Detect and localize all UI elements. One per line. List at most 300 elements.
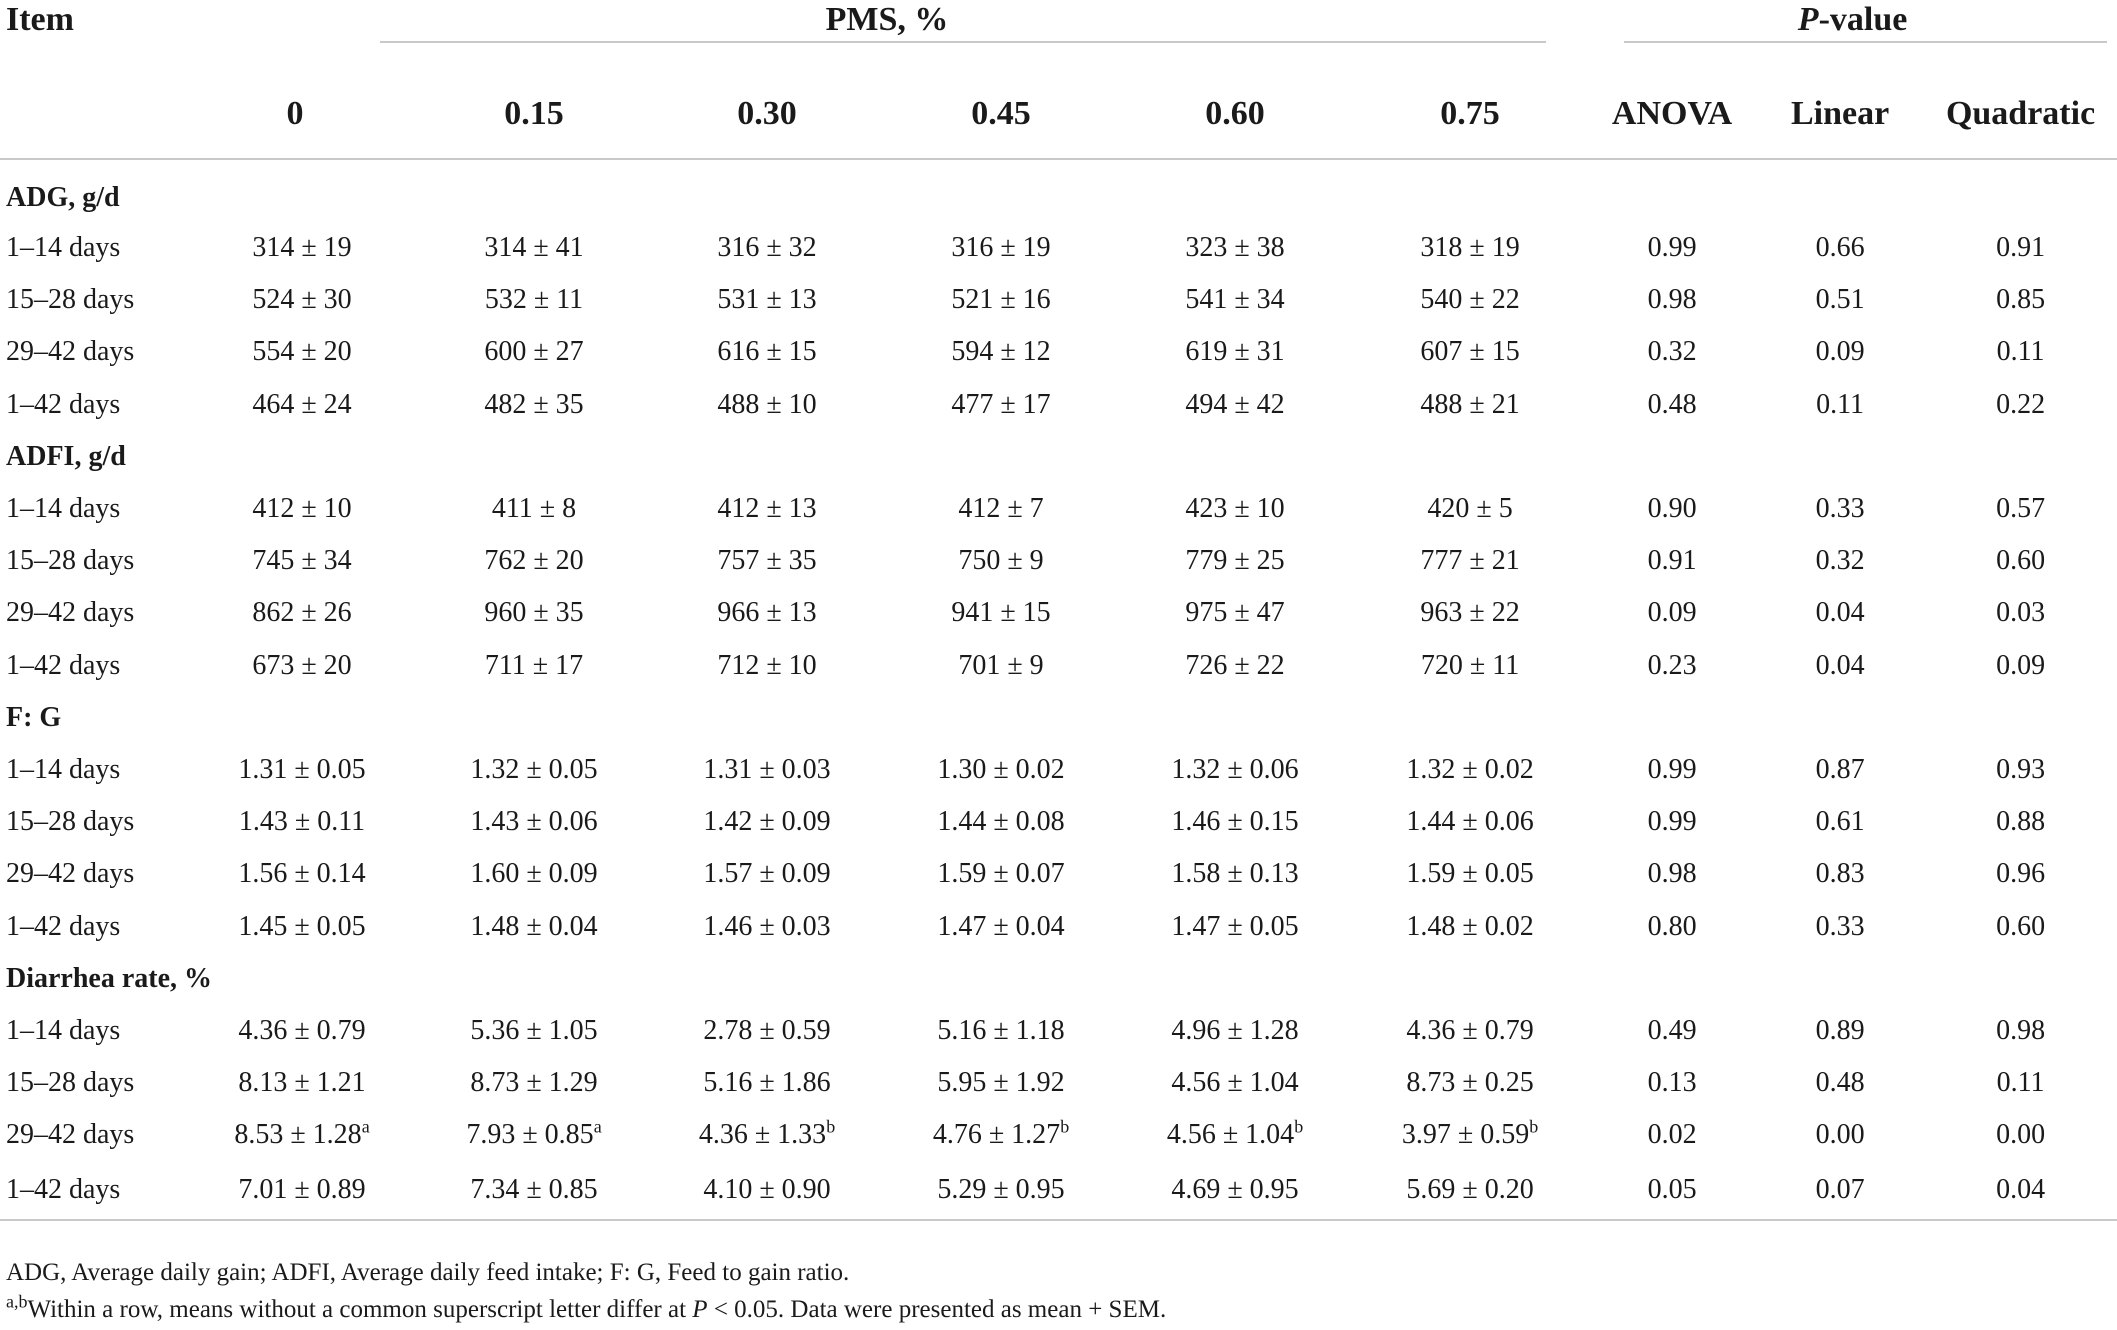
mean-sem-value: 3.97 ± 0.59 bbox=[1401, 1119, 1530, 1151]
mean-sem-value: 1.59 ± 0.05 bbox=[1406, 858, 1534, 890]
col-header-level-3: 0.45 bbox=[884, 70, 1118, 159]
mean-sem-value: 540 ± 22 bbox=[1420, 284, 1520, 316]
mean-sem-value: 1.32 ± 0.05 bbox=[470, 753, 598, 785]
table-row bbox=[0, 222, 2117, 274]
value-cell bbox=[1352, 326, 1588, 378]
mean-sem-value: 420 ± 5 bbox=[1427, 493, 1513, 525]
quadratic-p-value: 0.09 bbox=[1996, 649, 2046, 681]
table-footnotes bbox=[6, 1254, 1166, 1328]
quadratic-p-value: 0.93 bbox=[1996, 753, 2046, 785]
mean-sem-value: 7.34 ± 0.85 bbox=[470, 1174, 598, 1206]
footnote-significance bbox=[6, 1291, 1166, 1328]
value-cell bbox=[186, 1057, 418, 1109]
table-row bbox=[0, 900, 2117, 952]
linear-p-value: 0.11 bbox=[1816, 388, 1865, 420]
row-label: 1–14 days bbox=[6, 493, 121, 525]
value-cell bbox=[884, 1005, 1118, 1057]
linear-p-value: 0.48 bbox=[1815, 1067, 1865, 1099]
value-cell bbox=[1352, 640, 1588, 692]
value-cell bbox=[418, 796, 650, 848]
col-header-level-0: 0 bbox=[186, 70, 418, 159]
mean-sem-value: 7.93 ± 0.85 bbox=[466, 1119, 594, 1151]
value-cell bbox=[1118, 1057, 1352, 1109]
value-cell bbox=[418, 587, 650, 639]
value-cell bbox=[1352, 1161, 1588, 1220]
mean-sem-value: 779 ± 25 bbox=[1185, 545, 1285, 577]
value-cell bbox=[1352, 535, 1588, 587]
value-cell bbox=[418, 744, 650, 796]
anova-p-value: 0.32 bbox=[1647, 336, 1697, 368]
mean-sem-value: 712 ± 10 bbox=[717, 649, 817, 681]
anova-p-value: 0.48 bbox=[1647, 388, 1697, 420]
header-row-columns bbox=[0, 70, 2117, 159]
mean-sem-value: 1.30 ± 0.02 bbox=[937, 753, 1065, 785]
value-cell bbox=[418, 640, 650, 692]
footnote-sig-superscript: a,b bbox=[6, 1291, 28, 1312]
mean-sem-value: 412 ± 7 bbox=[958, 493, 1044, 525]
value-cell bbox=[186, 222, 418, 274]
mean-sem-value: 4.56 ± 1.04 bbox=[1166, 1119, 1295, 1151]
value-cell bbox=[418, 379, 650, 431]
value-cell bbox=[418, 848, 650, 900]
mean-sem-value: 4.76 ± 1.27 bbox=[932, 1119, 1061, 1151]
section-title: Diarrhea rate, % bbox=[6, 962, 213, 994]
section-row bbox=[0, 953, 2117, 1005]
mean-sem-value: 8.53 ± 1.28 bbox=[234, 1119, 362, 1151]
anova-p-value: 0.02 bbox=[1647, 1119, 1697, 1151]
pvalue-rest-label: -value bbox=[1818, 1, 1908, 38]
table-row bbox=[0, 326, 2117, 378]
mean-sem-value: 1.44 ± 0.08 bbox=[937, 806, 1065, 838]
anova-p-value: 0.99 bbox=[1647, 232, 1697, 264]
mean-sem-value: 1.42 ± 0.09 bbox=[703, 806, 831, 838]
table-row bbox=[0, 848, 2117, 900]
anova-p-value: 0.13 bbox=[1647, 1067, 1697, 1099]
value-cell bbox=[650, 1057, 884, 1109]
mean-sem-value: 464 ± 24 bbox=[252, 388, 352, 420]
col-header-linear: Linear bbox=[1756, 70, 1924, 159]
mean-sem-value: 2.78 ± 0.59 bbox=[703, 1014, 831, 1046]
mean-sem-value: 314 ± 41 bbox=[484, 232, 584, 264]
significance-letter: b bbox=[1529, 1116, 1539, 1137]
mean-sem-value: 7.01 ± 0.89 bbox=[238, 1174, 366, 1206]
mean-sem-value: 673 ± 20 bbox=[252, 649, 352, 681]
mean-sem-value: 1.60 ± 0.09 bbox=[470, 858, 598, 890]
value-cell bbox=[884, 848, 1118, 900]
value-cell bbox=[884, 587, 1118, 639]
value-cell bbox=[418, 1109, 650, 1161]
value-cell bbox=[186, 1161, 418, 1220]
mean-sem-value: 5.36 ± 1.05 bbox=[470, 1014, 598, 1046]
mean-sem-value: 1.31 ± 0.03 bbox=[703, 753, 831, 785]
table-row bbox=[0, 379, 2117, 431]
row-label: 29–42 days bbox=[6, 1119, 135, 1151]
quadratic-p-value: 0.03 bbox=[1996, 597, 2046, 629]
anova-p-value: 0.99 bbox=[1647, 753, 1697, 785]
value-cell bbox=[186, 900, 418, 952]
mean-sem-value: 1.43 ± 0.06 bbox=[470, 806, 598, 838]
value-cell bbox=[186, 744, 418, 796]
anova-p-value: 0.09 bbox=[1647, 597, 1697, 629]
mean-sem-value: 412 ± 10 bbox=[252, 493, 352, 525]
pms-group-header bbox=[186, 0, 1588, 40]
value-cell bbox=[1118, 483, 1352, 535]
row-label: 29–42 days bbox=[6, 858, 135, 890]
value-cell bbox=[418, 900, 650, 952]
item-column-header: Item bbox=[6, 1, 74, 38]
mean-sem-value: 607 ± 15 bbox=[1420, 336, 1520, 368]
significance-letter: b bbox=[1294, 1116, 1304, 1137]
mean-sem-value: 4.56 ± 1.04 bbox=[1171, 1067, 1299, 1099]
value-cell bbox=[884, 1057, 1118, 1109]
value-cell bbox=[650, 1005, 884, 1057]
footnote-abbreviations: ADG, Average daily gain; ADFI, Average daily feed intake; F: G, Feed to gain ratio. bbox=[6, 1259, 850, 1286]
value-cell bbox=[884, 326, 1118, 378]
row-label: 1–42 days bbox=[0, 1161, 186, 1220]
value-cell bbox=[186, 379, 418, 431]
linear-p-value: 0.51 bbox=[1815, 284, 1865, 316]
value-cell bbox=[1352, 1005, 1588, 1057]
anova-p-value: 0.49 bbox=[1647, 1014, 1697, 1046]
col-header-anova: ANOVA bbox=[1588, 70, 1756, 159]
col-header-quadratic: Quadratic bbox=[1924, 70, 2117, 159]
table-row bbox=[0, 535, 2117, 587]
quadratic-p-value: 0.88 bbox=[1996, 806, 2046, 838]
section-row bbox=[0, 692, 2117, 744]
mean-sem-value: 554 ± 20 bbox=[252, 336, 352, 368]
row-label: 15–28 days bbox=[6, 1067, 135, 1099]
quadratic-p-value: 0.96 bbox=[1996, 858, 2046, 890]
anova-p-value: 0.91 bbox=[1647, 545, 1697, 577]
section-title: F: G bbox=[6, 701, 62, 733]
table-row bbox=[0, 1005, 2117, 1057]
table-row bbox=[0, 744, 2117, 796]
linear-p-value: 0.07 bbox=[1756, 1161, 1924, 1220]
row-label: 29–42 days bbox=[6, 597, 135, 629]
linear-p-value: 0.32 bbox=[1815, 545, 1865, 577]
value-cell bbox=[418, 535, 650, 587]
value-cell bbox=[186, 640, 418, 692]
mean-sem-value: 8.13 ± 1.21 bbox=[238, 1067, 366, 1099]
value-cell bbox=[418, 274, 650, 326]
mean-sem-value: 777 ± 21 bbox=[1420, 545, 1520, 577]
mean-sem-value: 966 ± 13 bbox=[717, 597, 817, 629]
col-header-level-2: 0.30 bbox=[650, 70, 884, 159]
row-label: 1–42 days bbox=[6, 910, 121, 942]
linear-p-value: 0.33 bbox=[1815, 910, 1865, 942]
row-label: 15–28 days bbox=[6, 806, 135, 838]
mean-sem-value: 745 ± 34 bbox=[252, 545, 352, 577]
mean-sem-value: 1.43 ± 0.11 bbox=[238, 806, 366, 838]
value-cell bbox=[186, 1005, 418, 1057]
mean-sem-value: 423 ± 10 bbox=[1185, 493, 1285, 525]
pms-group-rule bbox=[186, 40, 1588, 70]
section-title: ADFI, g/d bbox=[6, 440, 126, 472]
mean-sem-value: 5.69 ± 0.20 bbox=[1406, 1174, 1534, 1206]
mean-sem-value: 701 ± 9 bbox=[958, 649, 1044, 681]
mean-sem-value: 960 ± 35 bbox=[484, 597, 584, 629]
value-cell bbox=[1352, 1057, 1588, 1109]
row-label: 15–28 days bbox=[6, 284, 135, 316]
value-cell bbox=[650, 222, 884, 274]
mean-sem-value: 323 ± 38 bbox=[1185, 232, 1285, 264]
value-cell bbox=[418, 1161, 650, 1220]
value-cell bbox=[1118, 796, 1352, 848]
mean-sem-value: 757 ± 35 bbox=[717, 545, 817, 577]
value-cell bbox=[1118, 744, 1352, 796]
quadratic-p-value: 0.22 bbox=[1996, 388, 2046, 420]
footnote-sig-text-2: < 0.05. Data were presented as mean + SEM. bbox=[707, 1296, 1167, 1323]
value-cell bbox=[650, 379, 884, 431]
mean-sem-value: 1.48 ± 0.04 bbox=[470, 910, 598, 942]
mean-sem-value: 4.69 ± 0.95 bbox=[1171, 1174, 1299, 1206]
pvalue-group-header bbox=[1588, 0, 2117, 40]
linear-p-value: 0.66 bbox=[1815, 232, 1865, 264]
mean-sem-value: 477 ± 17 bbox=[951, 388, 1051, 420]
significance-letter: a bbox=[361, 1116, 370, 1137]
value-cell bbox=[1118, 1005, 1352, 1057]
mean-sem-value: 963 ± 22 bbox=[1420, 597, 1520, 629]
value-cell bbox=[418, 222, 650, 274]
mean-sem-value: 594 ± 12 bbox=[951, 336, 1051, 368]
quadratic-p-value: 0.11 bbox=[1996, 336, 2045, 368]
col-header-level-4: 0.60 bbox=[1118, 70, 1352, 159]
value-cell bbox=[1352, 848, 1588, 900]
value-cell bbox=[650, 1109, 884, 1161]
value-cell bbox=[884, 796, 1118, 848]
mean-sem-value: 482 ± 35 bbox=[484, 388, 584, 420]
mean-sem-value: 1.46 ± 0.15 bbox=[1171, 806, 1299, 838]
value-cell bbox=[650, 326, 884, 378]
anova-p-value: 0.98 bbox=[1647, 284, 1697, 316]
quadratic-p-value: 0.60 bbox=[1996, 910, 2046, 942]
footnote-sig-p: P bbox=[692, 1296, 708, 1323]
value-cell bbox=[650, 483, 884, 535]
footnote-sig-text-1: Within a row, means without a common superscript letter differ at bbox=[27, 1296, 693, 1323]
mean-sem-value: 4.36 ± 1.33 bbox=[698, 1119, 827, 1151]
mean-sem-value: 5.29 ± 0.95 bbox=[937, 1174, 1065, 1206]
mean-sem-value: 762 ± 20 bbox=[484, 545, 584, 577]
mean-sem-value: 521 ± 16 bbox=[951, 284, 1051, 316]
value-cell bbox=[650, 535, 884, 587]
linear-p-value: 0.87 bbox=[1815, 753, 1865, 785]
value-cell bbox=[1352, 274, 1588, 326]
table-row bbox=[0, 1057, 2117, 1109]
value-cell bbox=[1118, 900, 1352, 952]
mean-sem-value: 314 ± 19 bbox=[252, 232, 352, 264]
value-cell bbox=[1118, 587, 1352, 639]
mean-sem-value: 8.73 ± 1.29 bbox=[470, 1067, 598, 1099]
mean-sem-value: 5.95 ± 1.92 bbox=[937, 1067, 1065, 1099]
value-cell bbox=[1118, 640, 1352, 692]
value-cell bbox=[186, 326, 418, 378]
table-body bbox=[0, 159, 2117, 1220]
linear-p-value: 0.00 bbox=[1815, 1119, 1865, 1151]
value-cell bbox=[884, 744, 1118, 796]
table-row bbox=[0, 1109, 2117, 1161]
value-cell bbox=[884, 640, 1118, 692]
quadratic-p-value: 0.04 bbox=[1924, 1161, 2117, 1220]
value-cell bbox=[1118, 222, 1352, 274]
value-cell bbox=[650, 848, 884, 900]
mean-sem-value: 720 ± 11 bbox=[1420, 649, 1520, 681]
value-cell bbox=[884, 222, 1118, 274]
quadratic-p-value: 0.98 bbox=[1996, 1014, 2046, 1046]
mean-sem-value: 1.57 ± 0.09 bbox=[703, 858, 831, 890]
value-cell bbox=[186, 1109, 418, 1161]
anova-p-value: 0.98 bbox=[1647, 858, 1697, 890]
mean-sem-value: 488 ± 21 bbox=[1420, 388, 1520, 420]
value-cell bbox=[1352, 483, 1588, 535]
mean-sem-value: 1.44 ± 0.06 bbox=[1406, 806, 1534, 838]
value-cell bbox=[1352, 1109, 1588, 1161]
table-row bbox=[0, 1161, 2117, 1220]
row-label: 1–42 days bbox=[6, 649, 121, 681]
mean-sem-value: 494 ± 42 bbox=[1185, 388, 1285, 420]
linear-p-value: 0.09 bbox=[1815, 336, 1865, 368]
pms-group-label: PMS, % bbox=[825, 1, 949, 38]
value-cell bbox=[884, 1161, 1118, 1220]
mean-sem-value: 5.16 ± 1.18 bbox=[937, 1014, 1065, 1046]
quadratic-p-value: 0.00 bbox=[1996, 1119, 2046, 1151]
mean-sem-value: 711 ± 17 bbox=[484, 649, 584, 681]
value-cell bbox=[884, 900, 1118, 952]
value-cell bbox=[1118, 1161, 1352, 1220]
col-header-level-1: 0.15 bbox=[418, 70, 650, 159]
row-label: 1–14 days bbox=[6, 1014, 121, 1046]
mean-sem-value: 1.59 ± 0.07 bbox=[937, 858, 1065, 890]
anova-p-value: 0.05 bbox=[1588, 1161, 1756, 1220]
mean-sem-value: 4.36 ± 0.79 bbox=[1406, 1014, 1534, 1046]
row-label: 1–14 days bbox=[6, 753, 121, 785]
section-row bbox=[0, 159, 2117, 222]
value-cell bbox=[884, 535, 1118, 587]
linear-p-value: 0.04 bbox=[1815, 597, 1865, 629]
value-cell bbox=[1118, 379, 1352, 431]
value-cell bbox=[418, 1057, 650, 1109]
linear-p-value: 0.83 bbox=[1815, 858, 1865, 890]
value-cell bbox=[884, 483, 1118, 535]
value-cell bbox=[1352, 222, 1588, 274]
value-cell bbox=[884, 274, 1118, 326]
linear-p-value: 0.04 bbox=[1815, 649, 1865, 681]
quadratic-p-value: 0.60 bbox=[1996, 545, 2046, 577]
row-label: 15–28 days bbox=[6, 545, 135, 577]
value-cell bbox=[418, 326, 650, 378]
mean-sem-value: 600 ± 27 bbox=[484, 336, 584, 368]
mean-sem-value: 316 ± 19 bbox=[951, 232, 1051, 264]
mean-sem-value: 750 ± 9 bbox=[958, 545, 1044, 577]
mean-sem-value: 412 ± 13 bbox=[717, 493, 817, 525]
mean-sem-value: 975 ± 47 bbox=[1185, 597, 1285, 629]
mean-sem-value: 4.36 ± 0.79 bbox=[238, 1014, 366, 1046]
mean-sem-value: 8.73 ± 0.25 bbox=[1406, 1067, 1534, 1099]
value-cell bbox=[418, 1005, 650, 1057]
quadratic-p-value: 0.85 bbox=[1996, 284, 2046, 316]
mean-sem-value: 1.58 ± 0.13 bbox=[1171, 858, 1299, 890]
mean-sem-value: 619 ± 31 bbox=[1185, 336, 1285, 368]
value-cell bbox=[650, 640, 884, 692]
anova-p-value: 0.90 bbox=[1647, 493, 1697, 525]
mean-sem-value: 1.45 ± 0.05 bbox=[238, 910, 366, 942]
value-cell bbox=[418, 483, 650, 535]
value-cell bbox=[1352, 796, 1588, 848]
mean-sem-value: 1.31 ± 0.05 bbox=[238, 753, 366, 785]
value-cell bbox=[1118, 848, 1352, 900]
anova-p-value: 0.80 bbox=[1647, 910, 1697, 942]
mean-sem-value: 316 ± 32 bbox=[717, 232, 817, 264]
significance-letter: a bbox=[593, 1116, 602, 1137]
value-cell bbox=[1352, 587, 1588, 639]
quadratic-p-value: 0.91 bbox=[1996, 232, 2046, 264]
value-cell bbox=[1352, 379, 1588, 431]
value-cell bbox=[1352, 744, 1588, 796]
value-cell bbox=[650, 744, 884, 796]
mean-sem-value: 5.16 ± 1.86 bbox=[703, 1067, 831, 1099]
section-row bbox=[0, 431, 2117, 483]
linear-p-value: 0.33 bbox=[1815, 493, 1865, 525]
mean-sem-value: 1.46 ± 0.03 bbox=[703, 910, 831, 942]
value-cell bbox=[650, 1161, 884, 1220]
value-cell bbox=[650, 274, 884, 326]
pvalue-group-rule bbox=[1588, 40, 2117, 70]
anova-p-value: 0.23 bbox=[1647, 649, 1697, 681]
mean-sem-value: 524 ± 30 bbox=[252, 284, 352, 316]
mean-sem-value: 488 ± 10 bbox=[717, 388, 817, 420]
mean-sem-value: 541 ± 34 bbox=[1185, 284, 1285, 316]
mean-sem-value: 531 ± 13 bbox=[717, 284, 817, 316]
pvalue-italic-label: P bbox=[1797, 1, 1819, 38]
mean-sem-value: 1.32 ± 0.02 bbox=[1406, 753, 1534, 785]
table-row bbox=[0, 483, 2117, 535]
section-title: ADG, g/d bbox=[6, 182, 120, 213]
significance-letter: b bbox=[826, 1116, 836, 1137]
mean-sem-value: 411 ± 8 bbox=[491, 493, 577, 525]
value-cell bbox=[1118, 535, 1352, 587]
value-cell bbox=[650, 796, 884, 848]
header-rule-row bbox=[0, 40, 2117, 70]
value-cell bbox=[1118, 274, 1352, 326]
value-cell bbox=[650, 587, 884, 639]
row-label: 1–14 days bbox=[6, 232, 121, 264]
significance-letter: b bbox=[1060, 1116, 1070, 1137]
table-row bbox=[0, 640, 2117, 692]
linear-p-value: 0.89 bbox=[1815, 1014, 1865, 1046]
value-cell bbox=[186, 483, 418, 535]
value-cell bbox=[186, 587, 418, 639]
mean-sem-value: 1.47 ± 0.05 bbox=[1171, 910, 1299, 942]
row-label: 1–42 days bbox=[6, 388, 121, 420]
anova-p-value: 0.99 bbox=[1647, 806, 1697, 838]
mean-sem-value: 726 ± 22 bbox=[1185, 649, 1285, 681]
quadratic-p-value: 0.11 bbox=[1996, 1067, 2045, 1099]
mean-sem-value: 1.56 ± 0.14 bbox=[238, 858, 366, 890]
value-cell bbox=[186, 274, 418, 326]
table-row bbox=[0, 274, 2117, 326]
mean-sem-value: 1.47 ± 0.04 bbox=[937, 910, 1065, 942]
header-row-groups bbox=[0, 0, 2117, 40]
mean-sem-value: 4.96 ± 1.28 bbox=[1171, 1014, 1299, 1046]
value-cell bbox=[186, 535, 418, 587]
value-cell bbox=[1118, 1109, 1352, 1161]
value-cell bbox=[1352, 900, 1588, 952]
value-cell bbox=[650, 900, 884, 952]
value-cell bbox=[186, 796, 418, 848]
mean-sem-value: 532 ± 11 bbox=[484, 284, 584, 316]
value-cell bbox=[884, 1109, 1118, 1161]
mean-sem-value: 1.32 ± 0.06 bbox=[1171, 753, 1299, 785]
linear-p-value: 0.61 bbox=[1815, 806, 1865, 838]
